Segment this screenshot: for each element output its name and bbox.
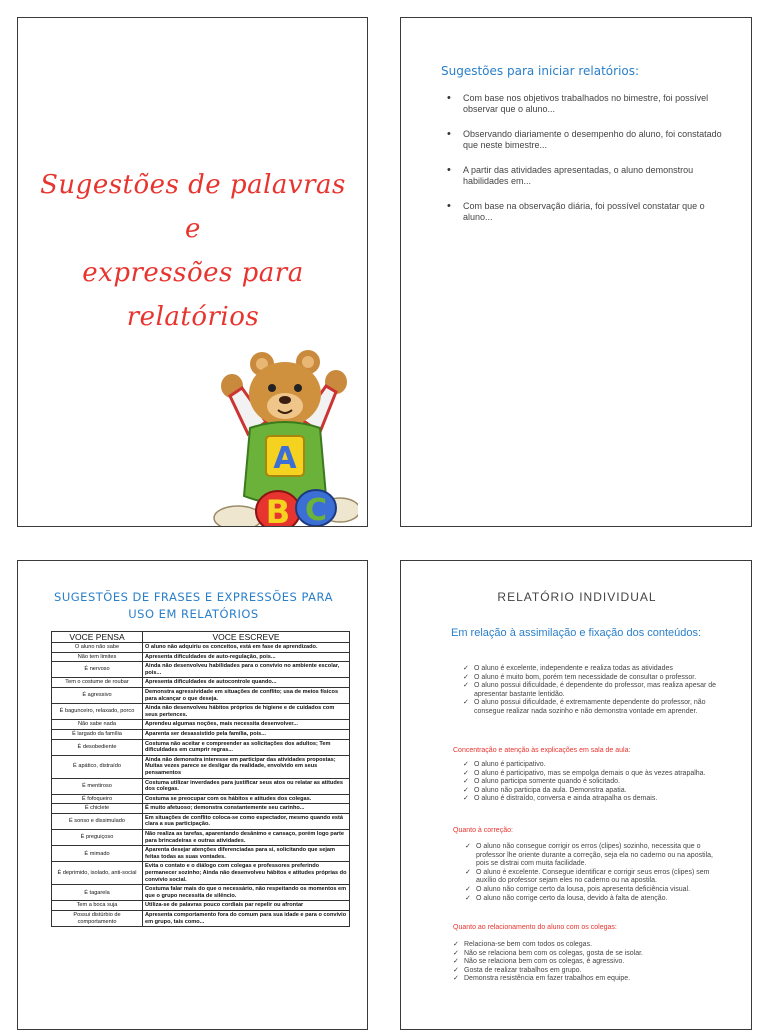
checklist-correction: [465, 843, 717, 903]
table-row: [52, 901, 350, 911]
table-row: [52, 755, 350, 778]
list-item: ✓ O aluno não consegue corrigir os erros (clipes) sozinho, necessita que o professor lhe oriente durante a correção, seja ela no caderno ou na apostila, pois se distrai com muita facilidade.: [465, 843, 717, 869]
list-item: ✓ O aluno é participativo, mas se empolga demais o que às vezes atrapalha.: [463, 770, 733, 779]
list-item: ✓ O aluno é distraído, conversa e ainda atrapalha os demais.: [463, 795, 733, 804]
cover-page: [17, 17, 368, 531]
cell-write: Aprendeu algumas noções, mais necessita desenvolver...: [143, 720, 350, 730]
list-item: ✓ O aluno não corrige certo da lousa, pois apresenta deficiência visual.: [465, 886, 717, 895]
table-row: [52, 813, 350, 829]
table-row: [52, 846, 350, 862]
cell-write: Costuma falar mais do que o necessário, não respeitando os momentos em que o grupo necessita de silêncio.: [143, 885, 350, 901]
table-row: [52, 830, 350, 846]
table-row: [52, 739, 350, 755]
cell-write: Em situações de conflito coloca-se como espectador, mesmo quando está clara a sua participação.: [143, 813, 350, 829]
cell-think: Tem o costume de roubar: [52, 678, 143, 688]
checklist-assimilation: [463, 665, 733, 717]
list-item: ✓ O aluno possui dificuldade, é dependente do professor, mas realiza apesar de apresentar bastante lentidão.: [463, 682, 733, 699]
cell-think: É nervoso: [52, 662, 143, 678]
list-item: • Com base na observação diária, foi possível constatar que o aluno...: [443, 201, 733, 223]
cell-think: É agressivo: [52, 687, 143, 703]
list-item: ✓ Relaciona-se bem com todos os colegas.: [453, 941, 733, 950]
cell-think: O aluno não sabe: [52, 643, 143, 653]
column-header-write: VOCE ESCREVE: [143, 632, 350, 643]
cell-think: É preguiçoso: [52, 830, 143, 846]
cell-think: É fofoqueiro: [52, 794, 143, 804]
teddy-bear-abc-illustration: [208, 336, 358, 531]
cell-think: É mimado: [52, 846, 143, 862]
cell-write: O aluno não adquiriu os conceitos, está em fase de aprendizado.: [143, 643, 350, 653]
table-row: [52, 794, 350, 804]
section-heading-correction: Quanto à correção:: [453, 827, 513, 834]
list-item: ✓ O aluno não participa da aula. Demonstra apatia.: [463, 787, 733, 796]
cell-think: É mentiroso: [52, 778, 143, 794]
cell-think: É sonso e dissimulado: [52, 813, 143, 829]
cell-write: Utiliza-se de palavras pouco cordiais par repelir ou afrontar: [143, 901, 350, 911]
section-heading-relationship: Quanto ao relacionamento do aluno com os colegas:: [453, 924, 617, 931]
list-item: ✓ O aluno participa somente quando é solicitado.: [463, 778, 733, 787]
column-header-think: VOCE PENSA: [52, 632, 143, 643]
cell-think: É bagunceiro, relaxado, porco: [52, 704, 143, 720]
list-item: ✓ Não se relaciona bem com os colegas, é agressivo.: [453, 958, 733, 967]
table-row: [52, 729, 350, 739]
cell-write: Costuma utilizar inverdades para justificar seus atos ou relatar as atitudes dos colegas.: [143, 778, 350, 794]
svg-text:A: A: [273, 441, 297, 476]
list-item: ✓ O aluno é excelente, independente e realiza todas as atividades: [463, 665, 733, 674]
table-row: [52, 662, 350, 678]
cell-write: Não realiza as tarefas, aparentando desânimo e cansaço, porém logo parte para brincadeiras e outras atividades.: [143, 830, 350, 846]
cell-write: Costuma não aceitar e compreender as solicitações dos adultos; Tem dificuldades em cumprir regras...: [143, 739, 350, 755]
cover-title: [38, 163, 348, 339]
cell-think: Não sabe nada: [52, 720, 143, 730]
table-body: [52, 643, 350, 927]
section-subtitle: Em relação à assimilação e fixação dos conteúdos:: [451, 627, 702, 639]
cover-title-line: expressões para relatórios: [82, 258, 304, 332]
individual-report-page: [400, 560, 752, 1030]
list-item: ✓ Demonstra resistência em fazer trabalhos em equipe.: [453, 975, 733, 984]
cell-write: Aparenta desejar atenções diferenciadas para si, solicitando que sejam feitas todas as suas vontades.: [143, 846, 350, 862]
table-row: [52, 911, 350, 927]
cell-think: Possui distúrbio de comportamento: [52, 911, 143, 927]
cell-write: Evita o contato e o diálogo com colegas e professores preferindo permanecer sozinho; Ainda não desenvolveu hábitos e atitudes próprias do convívio social.: [143, 862, 350, 885]
table-row: [52, 804, 350, 814]
cell-write: Demonstra agressividade em situações de conflito; usa de meios físicos para alcançar o que deseja.: [143, 687, 350, 703]
cell-write: Apresenta comportamento fora do comum para sua idade e para o convívio em grupo, tais como...: [143, 911, 350, 927]
cell-think: Tem a boca suja: [52, 901, 143, 911]
page-title-line: USO EM RELATÓRIOS: [128, 607, 259, 621]
list-item: • A partir das atividades apresentadas, o aluno demonstrou habilidades em...: [443, 165, 733, 187]
cell-think: Não tem limites: [52, 652, 143, 662]
list-item: • Observando diariamente o desempenho do aluno, foi constatado que neste bimestre...: [443, 129, 733, 151]
table-row: [52, 704, 350, 720]
list-item: ✓ O aluno é muito bom, porém tem necessidade de consultar o professor.: [463, 674, 733, 683]
cell-write: Ainda não desenvolveu hábitos próprios de higiene e de cuidados com seus pertences.: [143, 704, 350, 720]
cell-write: Apresenta dificuldades de auto-regulação, pois...: [143, 652, 350, 662]
table-row: [52, 885, 350, 901]
list-item: ✓ O aluno é participativo.: [463, 761, 733, 770]
table-row: [52, 778, 350, 794]
page-title: RELATÓRIO INDIVIDUAL: [497, 590, 657, 604]
cell-write: Ainda não desenvolveu habilidades para o convívio no ambiente escolar, pois...: [143, 662, 350, 678]
phrases-table: [51, 631, 350, 927]
list-item: ✓ O aluno não corrige certo da lousa, devido à falta de atenção.: [465, 895, 717, 904]
page-title: Sugestões para iniciar relatórios:: [441, 64, 640, 78]
svg-text:B: B: [265, 493, 291, 531]
cell-write: Apresenta dificuldades de autocontrole quando...: [143, 678, 350, 688]
cell-think: É deprimido, isolado, anti-social: [52, 862, 143, 885]
cover-title-line: Sugestões de palavras e: [40, 170, 346, 244]
table-row: [52, 678, 350, 688]
list-item: ✓ Não se relaciona bem com os colegas, gosta de se isolar.: [453, 950, 733, 959]
cell-think: É desobediente: [52, 739, 143, 755]
table-row: [52, 687, 350, 703]
cell-write: Ainda não demonstra interesse em participar das atividades propostas; Muitas vezes parece se desligar da realidade, envolvido em seus pensamentos: [143, 755, 350, 778]
list-item: ✓ O aluno é excelente. Consegue identificar e corrigir seus erros (clipes) sem auxílio do professor sejam eles no caderno ou na apostila.: [465, 869, 717, 886]
cell-think: É largado da família: [52, 729, 143, 739]
cell-write: É muito afetuoso; demonstra constantemente seu carinho...: [143, 804, 350, 814]
intro-suggestions-page: [400, 17, 752, 527]
page-title: [38, 589, 349, 623]
cell-think: É tagarela: [52, 885, 143, 901]
cell-write: Costuma se preocupar com os hábitos e atitudes dos colegas.: [143, 794, 350, 804]
checklist-concentration: [463, 761, 733, 804]
page-title-line: SUGESTÕES DE FRASES E EXPRESSÕES PARA: [54, 590, 333, 604]
table-row: [52, 862, 350, 885]
table-header-row: [52, 632, 350, 643]
cell-think: É chiclete: [52, 804, 143, 814]
table-row: [52, 720, 350, 730]
phrases-table-page: [17, 560, 368, 1030]
svg-text:C: C: [304, 493, 328, 528]
list-item: • Com base nos objetivos trabalhados no bimestre, foi possível observar que o aluno...: [443, 93, 733, 115]
cell-think: É apático, distraído: [52, 755, 143, 778]
cell-write: Aparenta ser desassistido pela família, pois...: [143, 729, 350, 739]
suggestions-list: [443, 93, 733, 237]
checklist-relationship: [453, 941, 733, 984]
list-item: ✓ Gosta de realizar trabalhos em grupo.: [453, 967, 733, 976]
section-heading-concentration: Concentração e atenção às explicações em sala de aula:: [453, 747, 631, 754]
table-row: [52, 652, 350, 662]
table-row: [52, 643, 350, 653]
list-item: ✓ O aluno possui dificuldade, é extremamente dependente do professor, não consegue realizar nada sozinho e não demonstra vontade em aprender.: [463, 699, 733, 716]
